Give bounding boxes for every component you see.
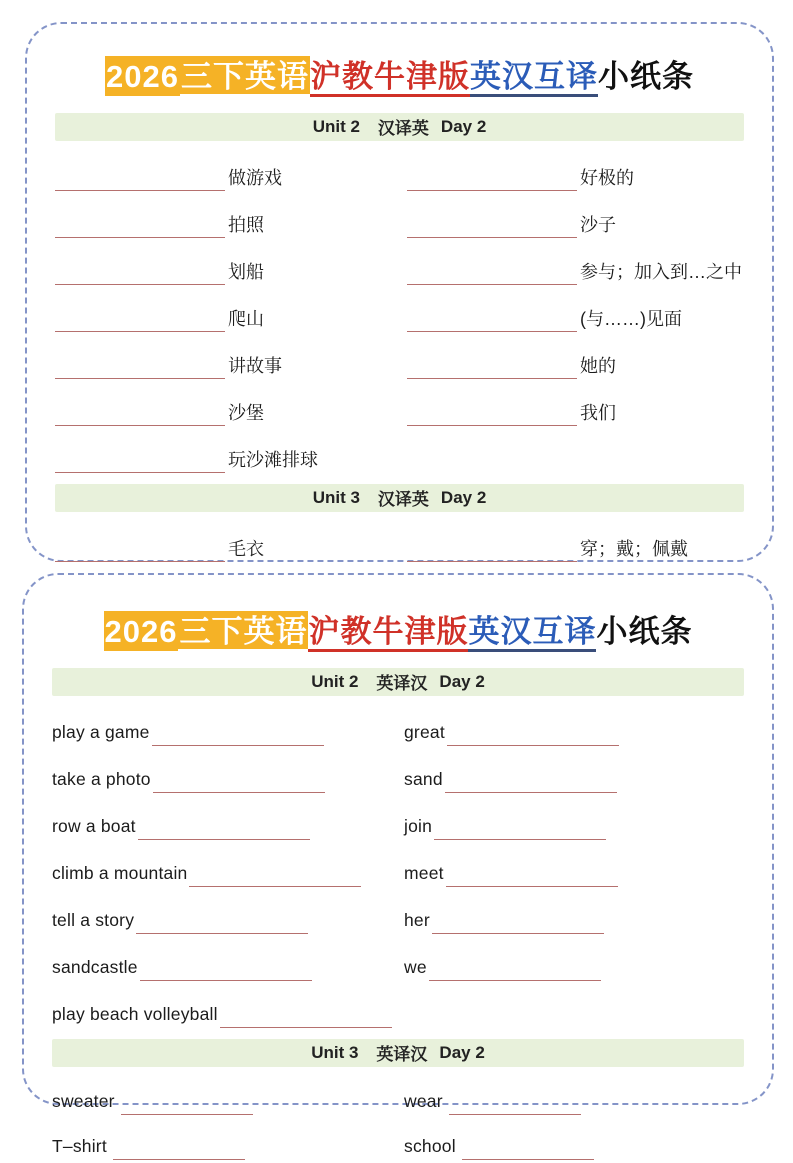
prompt-word-cn: 毛衣 [228,538,264,559]
section-header [52,1039,744,1067]
vocab-row [55,241,407,288]
answer-blank[interactable] [449,1114,581,1115]
vocab-row [407,147,744,194]
sections-container-bottom [24,668,772,1163]
prompt-word-en: meet [404,863,444,884]
section-mode: 英译汉 [376,674,428,694]
vocab-row [404,702,744,749]
vocab-row [52,984,404,1031]
vocab-row [52,937,404,984]
prompt-word-cn: 穿；戴；佩戴 [580,538,688,559]
answer-blank[interactable] [429,980,601,981]
prompt-word-cn: 玩沙滩排球 [228,449,318,470]
prompt-word-cn: 参与；加入到…之中 [580,261,742,282]
answer-blank[interactable] [113,1159,245,1160]
title-tail: 小纸条 [596,614,693,649]
section-header [55,113,744,141]
title-edition: 沪教牛津版 [310,59,470,97]
vocab-row [404,1118,744,1163]
prompt-word-en: play a game [52,722,150,743]
answer-blank[interactable] [152,745,324,746]
answer-blank[interactable] [407,425,577,426]
vocab-row [55,288,407,335]
prompt-word-en: join [404,816,433,837]
prompt-word-cn: 划船 [228,261,264,282]
vocab-row [52,702,404,749]
prompt-word-cn: 沙堡 [228,402,264,423]
prompt-word-en: climb a mountain [52,863,188,884]
answer-blank[interactable] [55,237,225,238]
sections-container-top [27,113,772,612]
prompt-word-cn: 她的 [580,355,616,376]
prompt-word-cn: 我们 [580,402,616,423]
vocab-row [52,890,404,937]
prompt-word-cn: 沙子 [580,214,616,235]
vocab-row [404,937,744,984]
vocab-row [404,984,744,1031]
vocab-row [55,147,407,194]
prompt-word-en: take a photo [52,769,151,790]
answer-blank[interactable] [55,378,225,379]
vocab-row [55,194,407,241]
worksheet-card-top [25,22,774,562]
vocab-row [55,518,407,565]
title-edition: 沪教牛津版 [308,614,468,652]
vocab-row [407,382,744,429]
section-unit: Unit 2 [312,116,360,136]
answer-blank[interactable] [55,561,225,562]
vocab-row [407,518,744,565]
answer-blank[interactable] [447,745,619,746]
vocab-row [55,382,407,429]
title-grade-subject: 三下英语 [180,56,310,97]
section-day: Day 2 [440,487,487,507]
vocab-row [52,843,404,890]
answer-blank[interactable] [189,886,361,887]
vocab-row [55,335,407,382]
worksheet-card-bottom [22,573,774,1157]
section-mode: 汉译英 [377,490,429,510]
vocab-row [52,749,404,796]
prompt-word-en: row a boat [52,816,136,837]
prompt-word-en: sandcastle [52,957,138,978]
title-tail: 小纸条 [597,59,694,94]
title-grade-subject: 三下英语 [178,611,308,652]
vocab-grid [24,702,772,1031]
answer-blank[interactable] [432,933,604,934]
vocab-row [52,1073,404,1118]
answer-blank[interactable] [55,472,225,473]
answer-blank[interactable] [55,425,225,426]
answer-blank[interactable] [136,933,308,934]
answer-blank[interactable] [407,561,577,562]
answer-blank[interactable] [407,237,577,238]
answer-blank[interactable] [446,886,618,887]
prompt-word-cn: 讲故事 [228,355,282,376]
section-day: Day 2 [440,116,487,136]
prompt-word-en: we [404,957,427,978]
prompt-word-en: play beach volleyball [52,1004,218,1025]
vocab-row [407,429,744,476]
section-header [52,668,744,696]
vocab-row [404,1073,744,1118]
answer-blank[interactable] [462,1159,594,1160]
vocab-grid [24,1073,772,1163]
answer-blank[interactable] [220,1027,392,1028]
answer-blank[interactable] [407,331,577,332]
title-translate-type: 英汉互译 [468,614,596,652]
answer-blank[interactable] [55,284,225,285]
worksheet-title [27,58,772,97]
vocab-row [407,335,744,382]
vocab-row [407,288,744,335]
vocab-row [404,890,744,937]
answer-blank[interactable] [153,792,325,793]
section-mode: 英译汉 [376,1045,428,1065]
section-header [55,484,744,512]
vocab-row [404,796,744,843]
title-translate-type: 英汉互译 [470,59,598,97]
prompt-word-en: sand [404,769,443,790]
answer-blank[interactable] [55,331,225,332]
prompt-word-cn: 爬山 [228,308,264,329]
worksheet-title [24,613,772,652]
vocab-row [407,194,744,241]
section-unit: Unit 2 [311,671,359,691]
section-day: Day 2 [439,671,485,691]
prompt-word-en: school [404,1136,456,1157]
prompt-word-en: great [404,722,445,743]
answer-blank[interactable] [138,839,310,840]
section-day: Day 2 [439,1042,485,1062]
prompt-word-cn: 拍照 [228,214,264,235]
section-mode: 汉译英 [377,119,429,139]
prompt-word-cn: 做游戏 [228,167,282,188]
answer-blank[interactable] [407,190,577,191]
prompt-word-cn: 好极的 [580,167,634,188]
section-unit: Unit 3 [311,1042,359,1062]
prompt-word-en: sweater [52,1091,115,1112]
answer-blank[interactable] [407,378,577,379]
vocab-grid [27,147,772,476]
prompt-word-cn: (与……)见面 [580,308,682,329]
answer-blank[interactable] [121,1114,253,1115]
vocab-row [52,1118,404,1163]
title-year: 2026 [104,611,179,651]
vocab-row [52,796,404,843]
answer-blank[interactable] [140,980,312,981]
prompt-word-en: T–shirt [52,1136,107,1157]
title-year: 2026 [105,56,180,96]
vocab-row [404,749,744,796]
vocab-row [404,843,744,890]
answer-blank[interactable] [445,792,617,793]
answer-blank[interactable] [55,190,225,191]
answer-blank[interactable] [434,839,606,840]
vocab-row [55,429,407,476]
prompt-word-en: her [404,910,430,931]
prompt-word-en: wear [404,1091,443,1112]
vocab-row [407,241,744,288]
section-unit: Unit 3 [312,487,360,507]
prompt-word-en: tell a story [52,910,135,931]
answer-blank[interactable] [407,284,577,285]
